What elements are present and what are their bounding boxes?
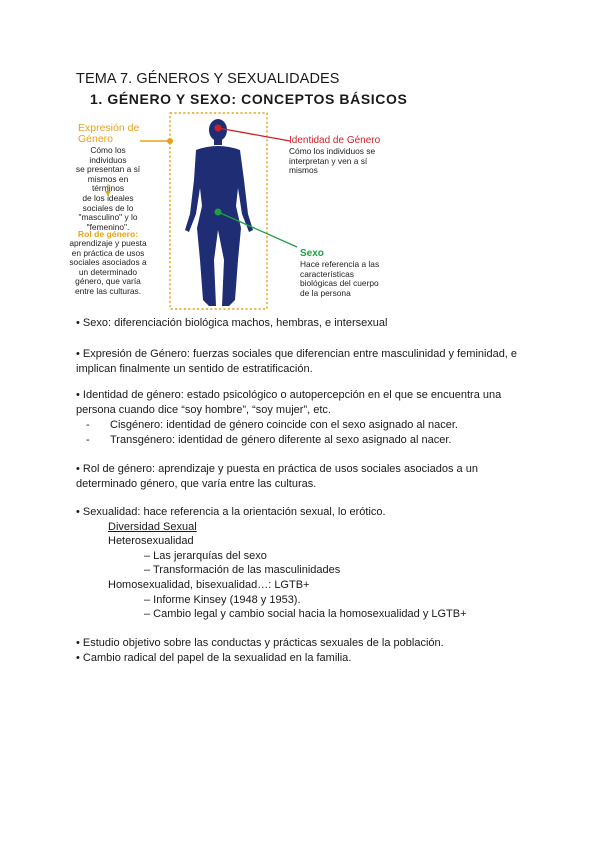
sexo-desc-line: biológicas del cuerpo bbox=[300, 278, 379, 289]
sexo-desc-line: características bbox=[300, 268, 354, 279]
identidad-desc-line: interpretan y ven a sí bbox=[289, 155, 368, 166]
expresion-desc-line: "masculino" y lo bbox=[78, 212, 138, 223]
heterosexualidad-item: Heterosexualidad bbox=[108, 535, 194, 547]
estudio-paragraph: • Estudio objetivo sobre las conductas y prácticas sexuales de la población. bbox=[76, 637, 444, 649]
homosexualidad-item: Homosexualidad, bisexualidad…: LGTB+ bbox=[108, 579, 310, 591]
expresion-desc-line: se presentan a sí bbox=[75, 164, 141, 175]
expresion-title-line1: Expresión de bbox=[78, 122, 140, 134]
rol-desc-line: aprendizaje y puesta bbox=[69, 238, 147, 248]
sexo-description bbox=[300, 260, 379, 298]
kinsey-item: – Informe Kinsey (1948 y 1953). bbox=[144, 594, 301, 606]
rol-description bbox=[66, 239, 150, 297]
identidad-paragraph bbox=[76, 388, 556, 418]
document-topic-title: TEMA 7. GÉNEROS Y SEXUALIDADES bbox=[76, 71, 340, 87]
cisgenero-item: Cisgénero: identidad de género coincide con el sexo asignado al nacer. bbox=[110, 419, 458, 431]
diversidad-subheading: Diversidad Sexual bbox=[108, 521, 197, 533]
gender-sex-diagram bbox=[60, 110, 390, 315]
expresion-desc-line: de los ideales bbox=[82, 192, 134, 203]
cisgenero-dash: - bbox=[86, 419, 90, 431]
rol-desc-line: entre las culturas. bbox=[74, 285, 142, 296]
expresion-desc-line: mismos en términos bbox=[87, 173, 129, 194]
identidad-description bbox=[289, 147, 375, 176]
transgenero-item: Transgénero: identidad de género diferente al sexo asignado al nacer. bbox=[110, 434, 452, 446]
expresion-desc-line: "femenino". bbox=[86, 221, 130, 232]
expresion-title-line2: Género bbox=[78, 133, 114, 145]
identidad-line-1: • Identidad de género: estado psicológico o autopercepción en el que se encuentra una bbox=[76, 389, 502, 401]
identidad-line-2: persona cuando dice “soy hombre”, “soy mujer”, etc. bbox=[76, 404, 331, 416]
cambio-legal-item: – Cambio legal y cambio social hacia la homosexualidad y LGTB+ bbox=[144, 608, 467, 620]
rol-line-1: • Rol de género: aprendizaje y puesta en práctica de usos sociales asociados a un bbox=[76, 463, 478, 475]
expresion-dot bbox=[167, 138, 173, 144]
identidad-dot bbox=[215, 125, 222, 132]
rol-desc-line: un determinado bbox=[78, 266, 138, 277]
rol-desc-line: género, que varía bbox=[75, 276, 141, 287]
expresion-desc-line: sociales de lo bbox=[82, 202, 134, 213]
rol-paragraph bbox=[76, 462, 556, 492]
rol-desc-line: en práctica de usos bbox=[71, 247, 145, 258]
sexo-desc-line: de la persona bbox=[300, 287, 351, 298]
expresion-line-1: • Expresión de Género: fuerzas sociales que diferencian entre masculinidad y feminidad, e bbox=[76, 348, 518, 360]
identidad-desc-line: Cómo los individuos se bbox=[289, 146, 376, 156]
expresion-paragraph bbox=[76, 347, 556, 377]
jerarquias-item: – Las jerarquías del sexo bbox=[144, 550, 267, 562]
rol-desc-line: sociales asociados a bbox=[69, 257, 147, 268]
identidad-connector bbox=[218, 128, 290, 141]
sexo-dot bbox=[215, 209, 222, 216]
rol-title: Rol de género: bbox=[77, 229, 139, 239]
sexo-paragraph: • Sexo: diferenciación biológica machos, hembras, e intersexual bbox=[76, 317, 388, 329]
transgenero-dash: - bbox=[86, 434, 90, 446]
rol-line-2: determinado género, que varía entre las culturas. bbox=[76, 478, 317, 490]
sexo-title: Sexo bbox=[300, 248, 324, 259]
identidad-title: Identidad de Género bbox=[289, 135, 381, 146]
expresion-desc-line: Cómo los individuos bbox=[89, 145, 127, 165]
transformacion-item: – Transformación de las masculinidades bbox=[144, 564, 341, 576]
sexualidad-paragraph: • Sexualidad: hace referencia a la orientación sexual, lo erótico. bbox=[76, 506, 386, 518]
expresion-description bbox=[73, 146, 143, 232]
familia-paragraph: • Cambio radical del papel de la sexualidad en la familia. bbox=[76, 652, 352, 664]
sexo-desc-line: Hace referencia a las bbox=[300, 259, 380, 269]
identidad-desc-line: mismos bbox=[289, 165, 318, 176]
expresion-line-2: implican finalmente un sentido de estratificación. bbox=[76, 363, 313, 375]
section-heading: 1. GÉNERO Y SEXO: CONCEPTOS BÁSICOS bbox=[90, 91, 408, 107]
